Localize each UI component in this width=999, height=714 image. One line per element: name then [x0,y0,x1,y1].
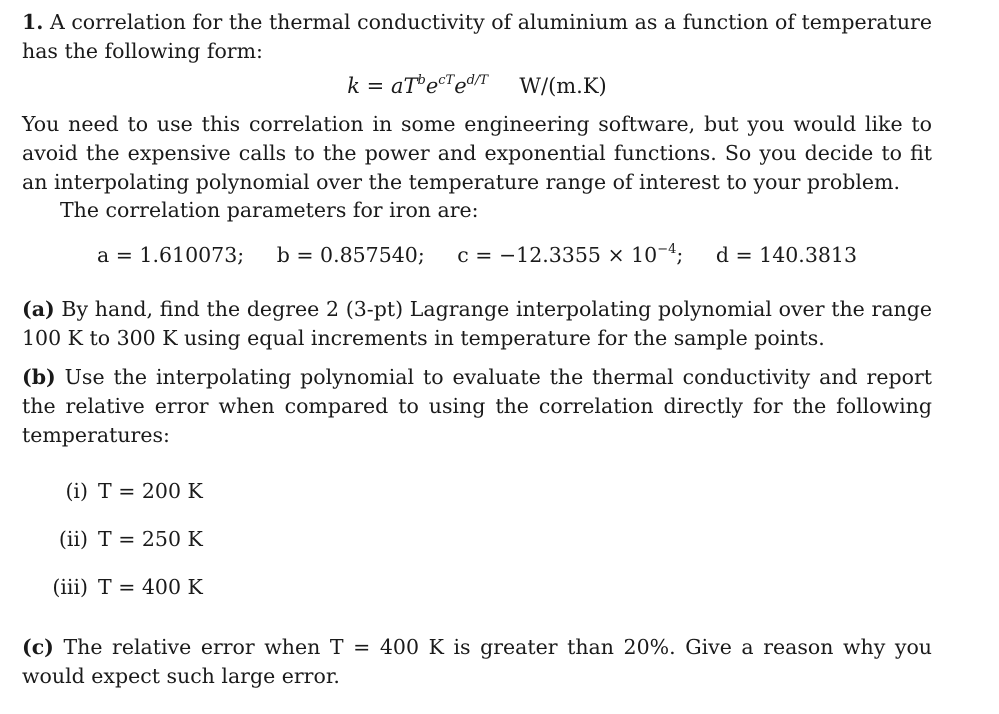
formula-equals: = [366,74,385,98]
list-item [36,519,932,567]
question-number: 1. [22,10,44,34]
list-item-text: T = 250 K [98,527,203,551]
parameter-list [22,233,932,285]
param-c-suffix: ; [676,243,684,267]
param-c [457,243,683,267]
part-c [22,633,932,691]
param-c-exponent: −4 [657,242,677,257]
part-b-text: Use the interpolating polynomial to evaluate the thermal conductivity and report the relative error when compared to using the correlation directly for the following temperatures: [22,365,932,447]
param-b: b = 0.857540; [276,243,425,267]
part-a-label: (a) [22,297,55,321]
formula-b-exponent: b [417,73,426,88]
param-c-base: c = −12.3355 × 10 [457,243,658,267]
formula-cT-exponent: cT [438,73,455,88]
param-a: a = 1.610073; [97,243,245,267]
part-a-text: By hand, find the degree 2 (3-pt) Lagrange interpolating polynomial over the range 100 K to 300 K using equal increments in temperature for the sample points. [22,297,932,350]
temperature-list [22,471,932,615]
formula-e1: e [425,74,439,98]
list-item-text: T = 200 K [98,479,203,503]
part-b-label: (b) [22,365,56,389]
formula-aT: aT [390,74,418,98]
part-c-text: The relative error when T = 400 K is greater than 20%. Give a reason why you would expect such large error. [22,635,932,688]
part-a [22,295,932,353]
document-page [22,8,932,691]
question-intro-text: A correlation for the thermal conductivity of aluminium as a function of temperature has the following form: [22,10,932,63]
list-item-text: T = 400 K [98,575,203,599]
part-b [22,363,932,449]
formula-dT-exponent: d/T [466,73,489,88]
context-paragraph: You need to use this correlation in some engineering software, but you would like to avoid the expensive calls to the power and exponential functions. So you decide to fit an interpolating polynomial over the temperature range of interest to your problem. [22,112,932,194]
list-item-label: (iii) [52,575,88,599]
list-item-label: (ii) [58,527,88,551]
param-d: d = 140.3813 [715,243,857,267]
list-item-label: (i) [65,479,88,503]
formula-lhs: k [347,74,360,98]
conductivity-formula [22,66,932,110]
params-intro: The correlation parameters for iron are: [60,198,479,222]
formula-units: W/(m.K) [519,74,607,98]
list-item [36,567,932,615]
part-c-label: (c) [22,635,54,659]
question-intro [22,8,932,66]
formula-e2: e [454,74,467,98]
list-item [36,471,932,519]
